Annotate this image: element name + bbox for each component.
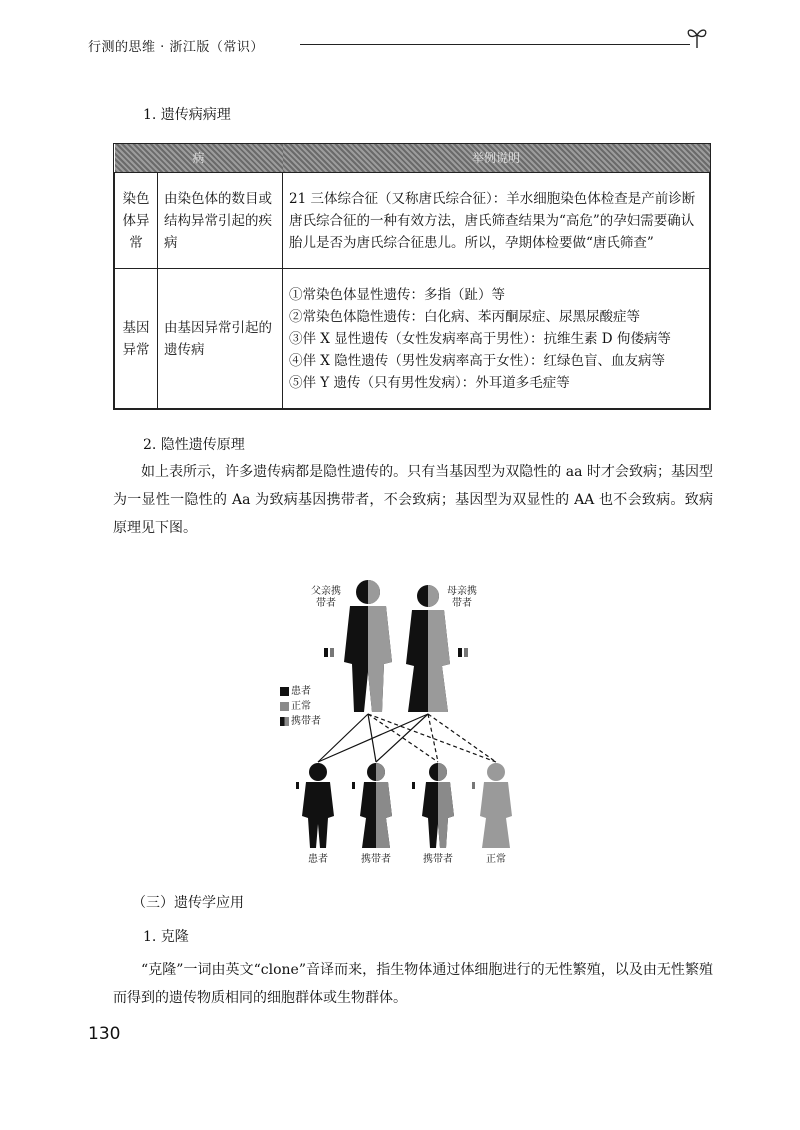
legend-label: 携带者 [291,716,321,727]
legend-item [280,714,321,729]
section-title-cloning: 1. 克隆 [143,929,189,945]
example-line: ③伴 X 显性遗传（女性发病率高于男性）：抗维生素 D 佝偻病等 [289,330,671,347]
running-header [88,30,728,58]
genetic-disease-table [113,143,711,410]
example-line: ①常染色体显性遗传：多指（趾）等 [289,286,505,303]
inheritance-diagram [272,572,532,872]
definition-cell: 由基因异常引起的遗传病 [158,269,283,409]
sprout-icon [684,24,710,50]
legend-item [280,699,321,714]
example-line: ④伴 X 隐性遗传（男性发病率高于女性）：红绿色盲、血友病等 [289,352,665,369]
definition-cell: 由染色体的数目或结构异常引起的疾病 [158,173,283,269]
child-label: 携带者 [361,854,391,865]
table-row [115,269,710,409]
child-carrier-1 [360,763,392,848]
category-cell: 染色体异常 [115,173,158,269]
header-rule [300,44,690,45]
legend-item [280,684,321,699]
inheritance-lines-dashed [368,714,496,762]
table-row [115,173,710,269]
table-header-type: 病 [115,144,283,173]
child-label: 患者 [308,854,328,865]
section-title-applications: （三）遗传学应用 [132,895,244,911]
legend-label: 患者 [291,686,311,697]
child-affected [302,763,334,848]
paragraph-recessive: 如上表所示，许多遗传病都是隐性遗传的。只有当基因型为双隐性的 aa 时才会致病；基因型为一显性一隐性的 Aa 为致病基因携带者，不会致病；基因型为双显性的 AA 也不会致病。致病原理见下图。 [113,464,713,536]
paragraph-cloning: “克隆”一词由英文“clone”音译而来，指生物体通过体细胞进行的无性繁殖，以及由无性繁殖而得到的遗传物质相同的细胞群体或生物群体。 [113,962,713,1006]
book-title: 行测的思维 · 浙江版（常识） [88,40,264,55]
page-number: 130 [88,1024,121,1044]
child-normal [480,763,512,848]
example-cell: 21 三体综合征（又称唐氏综合征）：羊水细胞染色体检查是产前诊断唐氏综合征的一种有效方法，唐氏筛查结果为“高危”的孕妇需要确认胎儿是否为唐氏综合征患儿。所以，孕期体检要做“唐氏筛查” [283,173,710,269]
section-title-recessive: 2. 隐性遗传原理 [143,437,245,453]
section-title-pathology: 1. 遗传病病理 [143,107,231,123]
figure-legend [280,684,321,729]
category-cell: 基因异常 [115,269,158,409]
table-header-row [115,144,710,173]
example-line: ⑤伴 Y 遗传（只有男性发病）：外耳道多毛症等 [289,374,570,391]
legend-swatch [280,717,289,726]
legend-swatch [280,687,289,696]
child-carrier-2 [422,763,454,848]
father-label: 父亲携带者 [311,586,341,609]
father-figure [344,580,392,712]
inheritance-lines [318,714,428,762]
example-line: ②常染色体隐性遗传：白化病、苯丙酮尿症、尿黑尿酸症等 [289,308,640,325]
legend-swatch [280,702,289,711]
child-label: 正常 [486,854,506,865]
mother-label: 母亲携带者 [447,586,477,609]
child-label: 携带者 [423,854,453,865]
legend-label: 正常 [291,701,311,712]
example-cell [283,269,710,409]
table-header-example: 举例说明 [283,144,710,173]
